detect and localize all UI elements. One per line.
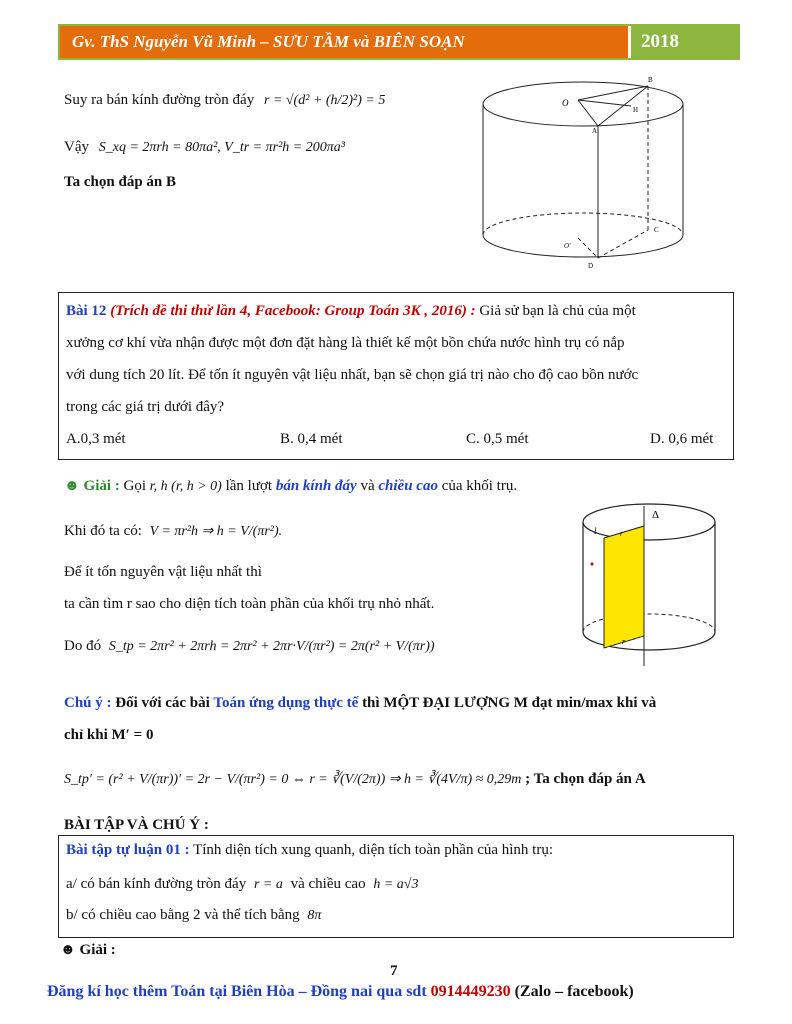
footer-phone: 0914449230 xyxy=(430,983,511,1000)
solution-label: ☻ Giải : xyxy=(64,478,120,494)
prev-answer: Ta chọn đáp án B xyxy=(64,174,177,190)
footer-social: (Zalo – facebook) xyxy=(514,983,634,1000)
note-text-1: Đối với các bài xyxy=(115,695,210,711)
fig1-label-o2: O' xyxy=(564,242,571,250)
exercise-a-mid: và chiều cao xyxy=(290,876,366,892)
fig1-label-d: D xyxy=(588,262,594,270)
exercise-solution-label: ☻ Giải : xyxy=(60,942,116,958)
footer-text: Đăng kí học thêm Toán tại Biên Hòa – Đồng nai qua sdt xyxy=(47,983,427,1000)
option-a: A.0,3 mét xyxy=(66,431,126,447)
cylinder-figure-2 xyxy=(576,496,722,672)
problem-12-source: (Trích đề thi thử lần 4, Facebook: Group Toán 3K , 2016) : xyxy=(110,303,476,319)
solution-volume-line xyxy=(64,521,282,542)
fig2-label-l: l xyxy=(594,526,597,536)
derivative-answer: ; Ta chọn đáp án A xyxy=(525,771,646,787)
solution-intro-text: Gọi xyxy=(123,478,147,494)
solution-area-math: S_tp = 2πr² + 2πrh = 2πr² + 2πr·V/(πr²) = 2π(r² + V/(πr)) xyxy=(108,639,435,654)
note-line-2: chỉ khi M′ = 0 xyxy=(64,727,154,743)
solution-intro-end: của khối trụ. xyxy=(441,478,518,494)
prev-line-2-math: S_xq = 2πrh = 80πa², V_tr = πr²h = 200πa³ xyxy=(98,140,345,155)
problem-12-line-4: trong các giá trị dưới đây? xyxy=(66,399,225,415)
solution-ta-can: ta cần tìm r sao cho diện tích toàn phần của khối trụ nhỏ nhất. xyxy=(64,596,435,612)
fig1-label-b: B xyxy=(648,76,653,84)
note-text-3: thì MỘT ĐẠI LƯỢNG M đạt min/max khi và xyxy=(362,695,657,711)
exercise-a-math-2: h = a√3 xyxy=(373,877,419,892)
solution-volume-math: V = πr²h ⇒ h = V/(πr²). xyxy=(149,524,283,539)
derivative-math: S_tp′ = (r² + V/(πr))′ = 2r − V/(πr²) = 0 ⇔ r = ∛(V/(2π)) ⇒ h = ∛(4V/π) ≈ 0,29m xyxy=(64,772,522,787)
solution-area-line xyxy=(64,636,435,657)
exercise-label: Bài tập tự luận 01 : xyxy=(66,842,190,858)
problem-12-text-1: Giả sử bạn là chủ của một xyxy=(479,303,636,319)
derivative-line xyxy=(64,769,646,790)
note-highlight: Toán ứng dụng thực tế xyxy=(213,695,359,711)
solution-de-it: Để ít tốn nguyên vật liệu nhất thì xyxy=(64,564,262,580)
exercise-line-1 xyxy=(66,840,553,860)
term-height: chiều cao xyxy=(378,478,438,494)
option-c: C. 0,5 mét xyxy=(466,431,529,447)
fig1-label-a: A xyxy=(592,127,598,135)
prev-line-2 xyxy=(64,137,345,158)
prev-line-2-text: Vậy xyxy=(64,139,89,155)
solution-intro xyxy=(64,476,517,497)
fig2-label-r-bottom: r xyxy=(622,637,626,646)
problem-12-line-3: với dung tích 20 lít. Để tốn ít nguyên vật liệu nhất, bạn sẽ chọn giá trị nào cho độ cao bồn nước xyxy=(66,367,639,383)
exercise-b-math: 8π xyxy=(307,908,322,923)
exercise-b-text: b/ có chiều cao bằng 2 và thể tích bằng xyxy=(66,907,300,923)
fig2-point xyxy=(591,563,594,566)
prev-line-1-math: r = √(d² + (h/2)²) = 5 xyxy=(263,93,386,108)
note-label: Chú ý : xyxy=(64,695,112,711)
prev-line-1-text: Suy ra bán kính đường tròn đáy xyxy=(64,92,255,108)
exercise-a-text: a/ có bán kính đường tròn đáy xyxy=(66,876,247,892)
page-number: 7 xyxy=(390,963,398,979)
fig2-label-r-top: r xyxy=(620,529,624,538)
problem-12-label: Bài 12 xyxy=(66,303,107,319)
note-line-1 xyxy=(64,693,656,713)
solution-intro-mid: lần lượt xyxy=(225,478,273,494)
solution-khi-do: Khi đó ta có: xyxy=(64,523,142,539)
term-radius: bán kính đáy xyxy=(275,478,357,494)
exercise-task: Tính diện tích xung quanh, diện tích toàn phần của hình trụ: xyxy=(193,842,554,858)
exercise-heading: BÀI TẬP VÀ CHÚ Ý : xyxy=(64,817,209,833)
solution-intro-math: r, h (r, h > 0) xyxy=(149,479,222,494)
header-year: 2018 xyxy=(628,26,738,58)
problem-12-line-2: xưởng cơ khí vừa nhận được một đơn đặt hàng là thiết kế một bồn chứa nước hình trụ có nắp xyxy=(66,335,625,351)
cylinder-figure-1 xyxy=(478,70,688,275)
fig1-label-h: H xyxy=(633,106,639,114)
page-header xyxy=(58,24,740,60)
fig2-label-delta: Δ xyxy=(652,509,660,521)
header-title: Gv. ThS Nguyễn Vũ Minh – SƯU TẦM và BIÊN SOẠN xyxy=(60,26,628,58)
fig1-label-o: O xyxy=(562,98,569,108)
exercise-part-b xyxy=(66,905,321,926)
exercise-part-a xyxy=(66,874,418,895)
option-d: D. 0,6 mét xyxy=(650,431,714,447)
fig1-label-c: C xyxy=(654,226,659,234)
prev-line-1 xyxy=(64,90,385,111)
exercise-a-math-1: r = a xyxy=(253,877,283,892)
solution-and: và xyxy=(360,478,375,494)
problem-12-line-1 xyxy=(66,301,636,321)
option-b: B. 0,4 mét xyxy=(280,431,343,447)
solution-do-do: Do đó xyxy=(64,638,102,654)
footer-line xyxy=(47,982,634,1002)
